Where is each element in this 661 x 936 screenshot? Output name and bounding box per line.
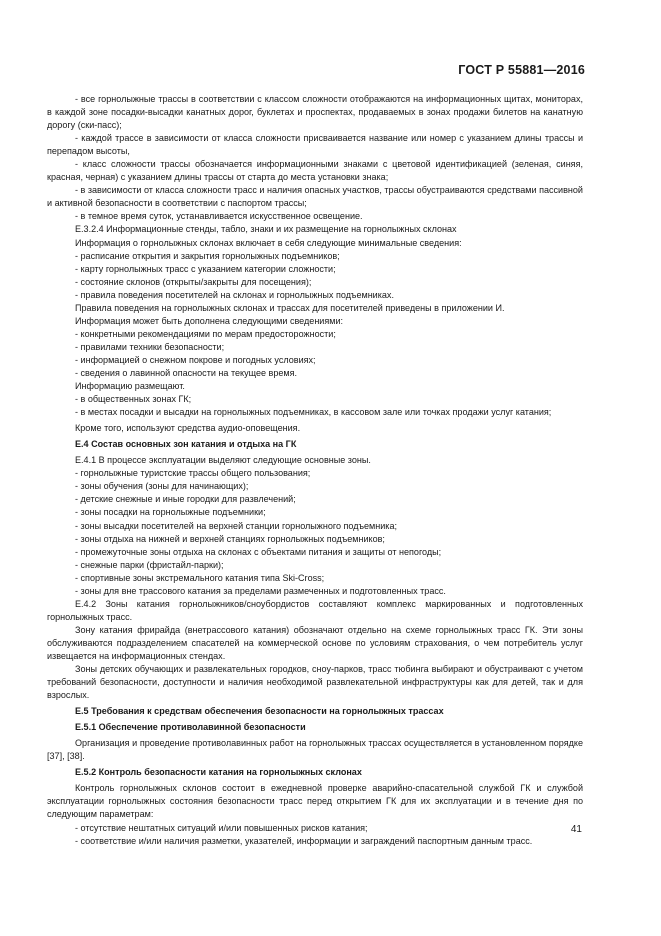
list-item: - конкретными рекомендациями по мерам предосторожности; bbox=[75, 328, 336, 339]
paragraph: - в темное время суток, устанавливается искусственное освещение. bbox=[75, 211, 363, 222]
list-item: - зоны отдыха на нижней и верхней станциях горнолыжных подъемников; bbox=[75, 533, 385, 544]
paragraph: - в зависимости от класса сложности трасс и наличия опасных участков, трассы обустраиваются средствами пассивной и активной безопасности в соответствии с паспортом трассы; bbox=[47, 185, 583, 209]
document-header: ГОСТ Р 55881—2016 bbox=[458, 63, 585, 77]
paragraph: Организация и проведение противолавинных работ на горнолыжных трассах осуществляется в установленном порядке [37], [38]. bbox=[47, 738, 583, 762]
list-item: - соответствие и/или наличия разметки, указателей, информации и заграждений паспортным данным трасс. bbox=[75, 835, 533, 846]
list-item: - детские снежные и иные городки для развлечений; bbox=[75, 494, 296, 505]
list-item: - зоны обучения (зоны для начинающих); bbox=[75, 481, 249, 492]
paragraph: Правила поведения на горнолыжных склонах и трассах для посетителей приведены в приложении И. bbox=[75, 302, 505, 313]
paragraph: Информацию размещают. bbox=[75, 381, 185, 392]
list-item: - карту горнолыжных трасс с указанием категории сложности; bbox=[75, 263, 336, 274]
list-item: - состояние склонов (открыты/закрыты для посещения); bbox=[75, 276, 312, 287]
paragraph: Контроль горнолыжных склонов состоит в ежедневной проверке аварийно-спасательной службой ГК и службой эксплуатации горнолыжных состояния безопасности трасс перед открытием ГК для их эксплуатации и в течение дня по следующим параметрам: bbox=[47, 783, 583, 820]
paragraph: - класс сложности трассы обозначается информационными знаками с цветовой идентификацией (зеленая, синяя, красная, черная) с указанием длины трассы от старта до места установки знака; bbox=[47, 159, 583, 183]
list-item: - информацией о снежном покрове и погодных условиях; bbox=[75, 354, 316, 365]
paragraph: Информация о горнолыжных склонах включает в себя следующие минимальные сведения: bbox=[75, 237, 462, 248]
list-item: - в местах посадки и высадки на горнолыжных подъемниках, в кассовом зале или точках продажи услуг катания; bbox=[75, 407, 552, 418]
subsection-heading: Е.5.1 Обеспечение противолавинной безопасности bbox=[75, 722, 306, 733]
list-item: - горнолыжные туристские трассы общего пользования; bbox=[75, 468, 311, 479]
page-number: 41 bbox=[570, 824, 582, 835]
list-item: - сведения о лавинной опасности на текущее время. bbox=[75, 367, 298, 378]
paragraph: Зону катания фрирайда (внетрассового катания) обозначают отдельно на схеме горнолыжных трасс ГК. Эти зоны обслуживаются подразделением спасателей на коммерческой основе по условиям страхования, о чем потребитель услуг извещается на информационных стендах. bbox=[47, 624, 583, 661]
document-body bbox=[47, 93, 583, 848]
list-item: - в общественных зонах ГК; bbox=[75, 394, 192, 405]
paragraph: Зоны детских обучающих и развлекательных городков, сноу-парков, трасс тюбинга выбирают и обустраивают с учетом требований безопасности, доступности и наличия необходимой развлекательной инфраструктуры как для детей, так и для взрослых. bbox=[47, 664, 583, 701]
list-item: - зоны высадки посетителей на верхней станции горнолыжного подъемника; bbox=[75, 520, 398, 531]
list-item: - отсутствие нештатных ситуаций и/или повышенных рисков катания; bbox=[75, 822, 368, 833]
list-item: - снежные парки (фристайл-парки); bbox=[75, 559, 224, 570]
paragraph: Е.4.2 Зоны катания горнолыжников/сноубордистов составляют комплекс маркированных и подготовленных горнолыжных трасс. bbox=[47, 598, 583, 622]
list-item: - спортивные зоны экстремального катания типа Ski-Cross; bbox=[75, 572, 325, 583]
section-heading: Е.4 Состав основных зон катания и отдыха на ГК bbox=[75, 439, 297, 450]
subsection-heading: Е.5.2 Контроль безопасности катания на горнолыжных склонах bbox=[75, 767, 362, 778]
paragraph: - все горнолыжные трассы в соответствии с классом сложности отображаются на информационных щитах, мониторах, в каждой зоне посадки-высадки канатных дорог, буклетах и проспектах, продаваемых в зонах продажи билетов на канатную дорогу (ски-пасс); bbox=[47, 94, 583, 131]
paragraph: Кроме того, используют средства аудио-оповещения. bbox=[75, 423, 301, 434]
list-item: - расписание открытия и закрытия горнолыжных подъемников; bbox=[75, 250, 340, 261]
paragraph: Е.4.1 В процессе эксплуатации выделяют следующие основные зоны. bbox=[75, 455, 371, 466]
list-item: - зоны посадки на горнолыжные подъемники; bbox=[75, 507, 266, 518]
list-item: - промежуточные зоны отдыха на склонах с объектами питания и защиты от непогоды; bbox=[75, 546, 442, 557]
list-item: - правилами техники безопасности; bbox=[75, 341, 225, 352]
list-item: - зоны для вне трассового катания за пределами размеченных и подготовленных трасс. bbox=[75, 585, 446, 596]
paragraph: - каждой трассе в зависимости от класса сложности присваивается название или номер с указанием длины трассы и перепадом высоты, bbox=[47, 133, 583, 157]
section-heading: Е.5 Требования к средствам обеспечения безопасности на горнолыжных трассах bbox=[75, 706, 444, 717]
paragraph: Информация может быть дополнена следующими сведениями: bbox=[75, 315, 344, 326]
list-item: - правила поведения посетителей на склонах и горнолыжных подъемниках. bbox=[75, 289, 394, 300]
subsection-heading: Е.3.2.4 Информационные стенды, табло, знаки и их размещение на горнолыжных склонах bbox=[75, 224, 457, 235]
